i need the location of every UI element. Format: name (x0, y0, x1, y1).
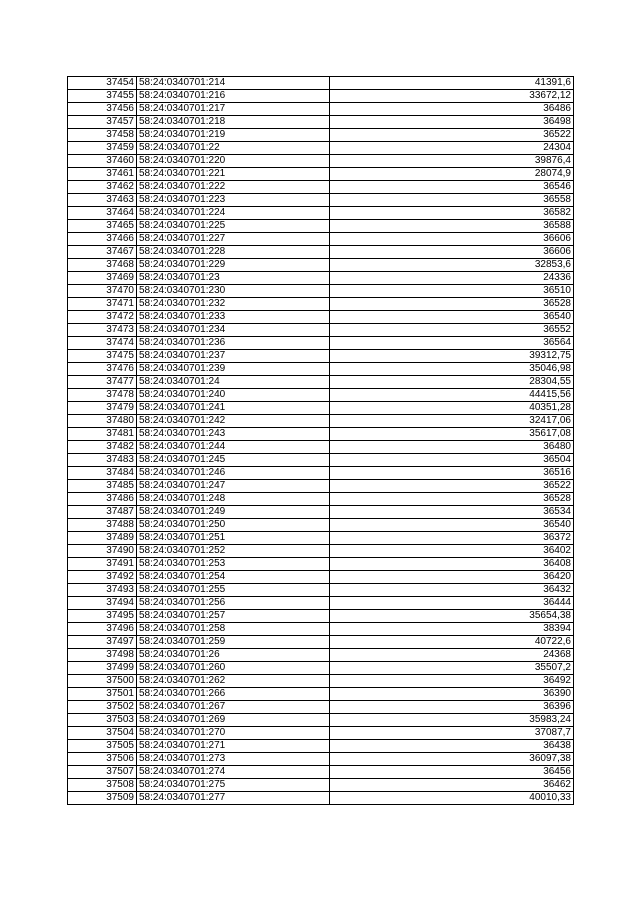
table-row (68, 688, 574, 701)
cadastral-number-cell: 58:24:0340701:262 (137, 675, 330, 688)
table-row (68, 77, 574, 90)
cadastral-number-cell: 58:24:0340701:237 (137, 350, 330, 363)
cadastral-number-cell: 58:24:0340701:248 (137, 493, 330, 506)
cadastral-number-cell: 58:24:0340701:222 (137, 181, 330, 194)
value-cell: 36498 (330, 116, 574, 129)
cadastral-number-cell: 58:24:0340701:243 (137, 428, 330, 441)
row-index-cell: 37503 (68, 714, 137, 727)
cadastral-number-cell: 58:24:0340701:242 (137, 415, 330, 428)
value-cell: 35507,2 (330, 662, 574, 675)
row-index-cell: 37468 (68, 259, 137, 272)
cadastral-number-cell: 58:24:0340701:260 (137, 662, 330, 675)
table-row (68, 545, 574, 558)
cadastral-number-cell: 58:24:0340701:216 (137, 90, 330, 103)
table-row (68, 584, 574, 597)
cadastral-number-cell: 58:24:0340701:257 (137, 610, 330, 623)
cadastral-number-cell: 58:24:0340701:217 (137, 103, 330, 116)
row-index-cell: 37457 (68, 116, 137, 129)
value-cell: 36456 (330, 766, 574, 779)
table-row (68, 285, 574, 298)
row-index-cell: 37463 (68, 194, 137, 207)
value-cell: 36510 (330, 285, 574, 298)
cadastral-number-cell: 58:24:0340701:255 (137, 584, 330, 597)
cadastral-number-cell: 58:24:0340701:223 (137, 194, 330, 207)
cadastral-number-cell: 58:24:0340701:254 (137, 571, 330, 584)
table-row (68, 753, 574, 766)
cadastral-number-cell: 58:24:0340701:23 (137, 272, 330, 285)
table-row (68, 402, 574, 415)
row-index-cell: 37466 (68, 233, 137, 246)
row-index-cell: 37462 (68, 181, 137, 194)
table-row (68, 675, 574, 688)
table-row (68, 558, 574, 571)
table-row (68, 272, 574, 285)
value-cell: 32853,6 (330, 259, 574, 272)
value-cell: 36480 (330, 441, 574, 454)
table-row (68, 571, 574, 584)
row-index-cell: 37504 (68, 727, 137, 740)
value-cell: 36516 (330, 467, 574, 480)
row-index-cell: 37456 (68, 103, 137, 116)
value-cell: 24304 (330, 142, 574, 155)
cadastral-number-cell: 58:24:0340701:256 (137, 597, 330, 610)
value-cell: 35617,08 (330, 428, 574, 441)
value-cell: 36402 (330, 545, 574, 558)
cadastral-number-cell: 58:24:0340701:214 (137, 77, 330, 90)
row-index-cell: 37483 (68, 454, 137, 467)
table-row (68, 103, 574, 116)
row-index-cell: 37475 (68, 350, 137, 363)
value-cell: 36438 (330, 740, 574, 753)
cadastral-number-cell: 58:24:0340701:229 (137, 259, 330, 272)
value-cell: 36432 (330, 584, 574, 597)
value-cell: 36396 (330, 701, 574, 714)
value-cell: 28074,9 (330, 168, 574, 181)
table-row (68, 493, 574, 506)
cadastral-number-cell: 58:24:0340701:221 (137, 168, 330, 181)
cadastral-number-cell: 58:24:0340701:275 (137, 779, 330, 792)
row-index-cell: 37494 (68, 597, 137, 610)
cadastral-number-cell: 58:24:0340701:230 (137, 285, 330, 298)
value-cell: 36522 (330, 129, 574, 142)
row-index-cell: 37497 (68, 636, 137, 649)
cadastral-number-cell: 58:24:0340701:24 (137, 376, 330, 389)
table-row (68, 506, 574, 519)
cadastral-number-cell: 58:24:0340701:234 (137, 324, 330, 337)
table-row (68, 350, 574, 363)
cadastral-number-cell: 58:24:0340701:273 (137, 753, 330, 766)
row-index-cell: 37502 (68, 701, 137, 714)
value-cell: 24336 (330, 272, 574, 285)
table-row (68, 662, 574, 675)
value-cell: 35983,24 (330, 714, 574, 727)
row-index-cell: 37492 (68, 571, 137, 584)
table-row (68, 610, 574, 623)
cadastral-number-cell: 58:24:0340701:247 (137, 480, 330, 493)
row-index-cell: 37478 (68, 389, 137, 402)
table-row (68, 116, 574, 129)
cadastral-number-cell: 58:24:0340701:228 (137, 246, 330, 259)
cadastral-number-cell: 58:24:0340701:252 (137, 545, 330, 558)
value-cell: 36552 (330, 324, 574, 337)
value-cell: 36528 (330, 493, 574, 506)
row-index-cell: 37487 (68, 506, 137, 519)
table-row (68, 428, 574, 441)
value-cell: 41391,6 (330, 77, 574, 90)
value-cell: 36606 (330, 233, 574, 246)
table-row (68, 441, 574, 454)
value-cell: 36522 (330, 480, 574, 493)
row-index-cell: 37498 (68, 649, 137, 662)
table-row (68, 168, 574, 181)
value-cell: 36558 (330, 194, 574, 207)
table-row (68, 623, 574, 636)
table-row (68, 220, 574, 233)
cadastral-number-cell: 58:24:0340701:249 (137, 506, 330, 519)
table-row (68, 181, 574, 194)
table-row (68, 454, 574, 467)
table-body (68, 77, 574, 805)
cadastral-number-cell: 58:24:0340701:245 (137, 454, 330, 467)
cadastral-number-cell: 58:24:0340701:253 (137, 558, 330, 571)
table-row (68, 90, 574, 103)
cadastral-number-cell: 58:24:0340701:277 (137, 792, 330, 805)
cadastral-number-cell: 58:24:0340701:246 (137, 467, 330, 480)
row-index-cell: 37455 (68, 90, 137, 103)
table-row (68, 324, 574, 337)
value-cell: 36462 (330, 779, 574, 792)
value-cell: 36420 (330, 571, 574, 584)
value-cell: 36504 (330, 454, 574, 467)
value-cell: 36528 (330, 298, 574, 311)
row-index-cell: 37496 (68, 623, 137, 636)
table-row (68, 207, 574, 220)
table-row (68, 298, 574, 311)
value-cell: 40722,6 (330, 636, 574, 649)
table-row (68, 649, 574, 662)
table-row (68, 389, 574, 402)
row-index-cell: 37505 (68, 740, 137, 753)
row-index-cell: 37479 (68, 402, 137, 415)
row-index-cell: 37506 (68, 753, 137, 766)
value-cell: 32417,06 (330, 415, 574, 428)
value-cell: 36606 (330, 246, 574, 259)
cadastral-number-cell: 58:24:0340701:271 (137, 740, 330, 753)
row-index-cell: 37501 (68, 688, 137, 701)
cadastral-number-cell: 58:24:0340701:266 (137, 688, 330, 701)
cadastral-number-cell: 58:24:0340701:244 (137, 441, 330, 454)
row-index-cell: 37488 (68, 519, 137, 532)
value-cell: 44415,56 (330, 389, 574, 402)
table-row (68, 766, 574, 779)
cadastral-number-cell: 58:24:0340701:233 (137, 311, 330, 324)
value-cell: 36540 (330, 519, 574, 532)
row-index-cell: 37500 (68, 675, 137, 688)
cadastral-number-cell: 58:24:0340701:219 (137, 129, 330, 142)
row-index-cell: 37473 (68, 324, 137, 337)
row-index-cell: 37454 (68, 77, 137, 90)
row-index-cell: 37499 (68, 662, 137, 675)
cadastral-number-cell: 58:24:0340701:26 (137, 649, 330, 662)
row-index-cell: 37476 (68, 363, 137, 376)
row-index-cell: 37464 (68, 207, 137, 220)
value-cell: 36486 (330, 103, 574, 116)
table-row (68, 597, 574, 610)
cadastral-number-cell: 58:24:0340701:270 (137, 727, 330, 740)
value-cell: 36534 (330, 506, 574, 519)
row-index-cell: 37465 (68, 220, 137, 233)
row-index-cell: 37490 (68, 545, 137, 558)
table-row (68, 246, 574, 259)
row-index-cell: 37469 (68, 272, 137, 285)
row-index-cell: 37461 (68, 168, 137, 181)
table-row (68, 129, 574, 142)
cadastral-number-cell: 58:24:0340701:251 (137, 532, 330, 545)
row-index-cell: 37460 (68, 155, 137, 168)
cadastral-number-cell: 58:24:0340701:267 (137, 701, 330, 714)
table-row (68, 311, 574, 324)
value-cell: 35654,38 (330, 610, 574, 623)
value-cell: 36546 (330, 181, 574, 194)
value-cell: 28304,55 (330, 376, 574, 389)
row-index-cell: 37509 (68, 792, 137, 805)
value-cell: 37087,7 (330, 727, 574, 740)
value-cell: 36588 (330, 220, 574, 233)
table-row (68, 532, 574, 545)
cadastral-number-cell: 58:24:0340701:224 (137, 207, 330, 220)
cadastral-number-cell: 58:24:0340701:22 (137, 142, 330, 155)
table-row (68, 363, 574, 376)
row-index-cell: 37472 (68, 311, 137, 324)
row-index-cell: 37458 (68, 129, 137, 142)
cadastral-number-cell: 58:24:0340701:274 (137, 766, 330, 779)
row-index-cell: 37482 (68, 441, 137, 454)
cadastral-number-cell: 58:24:0340701:218 (137, 116, 330, 129)
table-row (68, 415, 574, 428)
cadastral-number-cell: 58:24:0340701:232 (137, 298, 330, 311)
table-row (68, 727, 574, 740)
table-row (68, 376, 574, 389)
row-index-cell: 37467 (68, 246, 137, 259)
row-index-cell: 37481 (68, 428, 137, 441)
cadastral-number-cell: 58:24:0340701:241 (137, 402, 330, 415)
table-row (68, 259, 574, 272)
value-cell: 36408 (330, 558, 574, 571)
row-index-cell: 37508 (68, 779, 137, 792)
row-index-cell: 37485 (68, 480, 137, 493)
cadastral-number-cell: 58:24:0340701:240 (137, 389, 330, 402)
row-index-cell: 37489 (68, 532, 137, 545)
table-row (68, 701, 574, 714)
value-cell: 39312,75 (330, 350, 574, 363)
row-index-cell: 37491 (68, 558, 137, 571)
cadastral-number-cell: 58:24:0340701:269 (137, 714, 330, 727)
table-row (68, 337, 574, 350)
cadastral-number-cell: 58:24:0340701:225 (137, 220, 330, 233)
table-row (68, 779, 574, 792)
row-index-cell: 37470 (68, 285, 137, 298)
table-row (68, 636, 574, 649)
data-table (67, 76, 574, 805)
row-index-cell: 37480 (68, 415, 137, 428)
row-index-cell: 37495 (68, 610, 137, 623)
cadastral-number-cell: 58:24:0340701:258 (137, 623, 330, 636)
row-index-cell: 37507 (68, 766, 137, 779)
table-row (68, 740, 574, 753)
table-row (68, 792, 574, 805)
value-cell: 36372 (330, 532, 574, 545)
cadastral-number-cell: 58:24:0340701:227 (137, 233, 330, 246)
value-cell: 40010,33 (330, 792, 574, 805)
cadastral-number-cell: 58:24:0340701:250 (137, 519, 330, 532)
value-cell: 40351,28 (330, 402, 574, 415)
value-cell: 33672,12 (330, 90, 574, 103)
row-index-cell: 37486 (68, 493, 137, 506)
table-row (68, 142, 574, 155)
cadastral-number-cell: 58:24:0340701:236 (137, 337, 330, 350)
table-row (68, 480, 574, 493)
row-index-cell: 37459 (68, 142, 137, 155)
cadastral-number-cell: 58:24:0340701:239 (137, 363, 330, 376)
row-index-cell: 37471 (68, 298, 137, 311)
table-row (68, 194, 574, 207)
value-cell: 35046,98 (330, 363, 574, 376)
row-index-cell: 37474 (68, 337, 137, 350)
row-index-cell: 37484 (68, 467, 137, 480)
value-cell: 36540 (330, 311, 574, 324)
value-cell: 36492 (330, 675, 574, 688)
value-cell: 36097,38 (330, 753, 574, 766)
row-index-cell: 37493 (68, 584, 137, 597)
table-row (68, 155, 574, 168)
value-cell: 36582 (330, 207, 574, 220)
value-cell: 36390 (330, 688, 574, 701)
cadastral-number-cell: 58:24:0340701:220 (137, 155, 330, 168)
value-cell: 36444 (330, 597, 574, 610)
value-cell: 36564 (330, 337, 574, 350)
row-index-cell: 37477 (68, 376, 137, 389)
table-row (68, 467, 574, 480)
table-row (68, 714, 574, 727)
table-row (68, 519, 574, 532)
value-cell: 39876,4 (330, 155, 574, 168)
table-row (68, 233, 574, 246)
value-cell: 38394 (330, 623, 574, 636)
value-cell: 24368 (330, 649, 574, 662)
cadastral-number-cell: 58:24:0340701:259 (137, 636, 330, 649)
